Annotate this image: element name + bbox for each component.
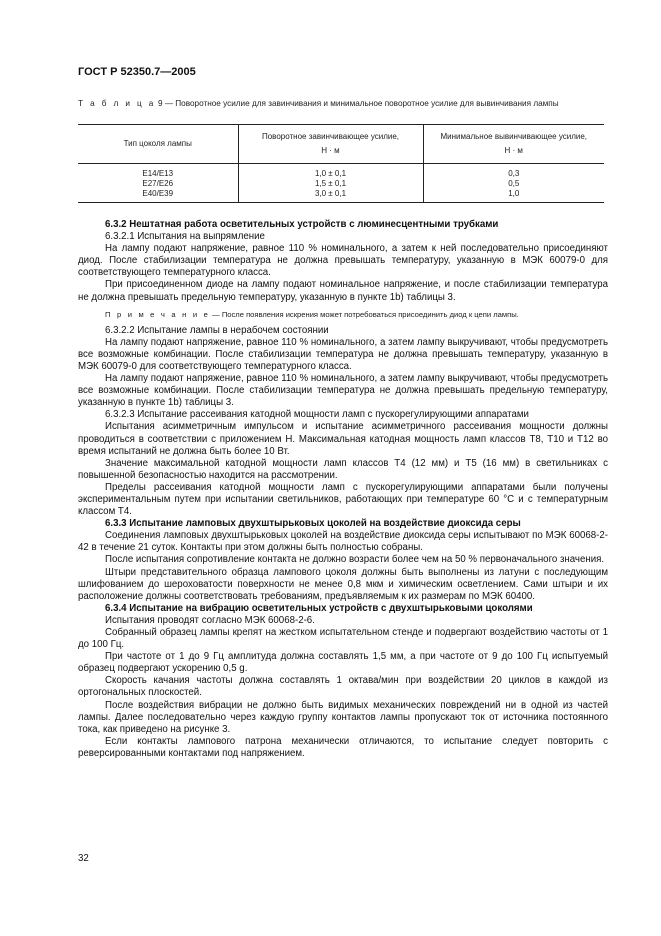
table-caption-number: 9 [157, 99, 163, 108]
paragraph: При присоединенном диоде на лампу подают номинальное напряжение, и после стабилизации температура не должна превышать предельную температуру, указанную в пункте 1b) таблицы 3. [78, 279, 608, 303]
paragraph: Если контакты лампового патрона механически отличаются, то испытание следует повторить с реверсированными контактами под напряжением. [78, 735, 608, 759]
table-caption-text: — Поворотное усилие для завинчивания и минимальное поворотное усилие для вывинчивания лампы [164, 99, 559, 108]
cell-install-torque: 1,0 ± 0,1 1,5 ± 0,1 3,0 ± 0,1 [238, 164, 423, 203]
header-install-torque-label: Поворотное завинчивающее усилие, [261, 132, 400, 141]
table-caption-prefix: Т а б л и ц а [78, 99, 156, 108]
header-cap-type: Тип цоколя лампы [78, 125, 238, 164]
paragraph: Скорость качания частоты должна составлять 1 октава/мин при воздействии 20 циклов в каждой из ортогональных плоскостей. [78, 675, 608, 699]
note [78, 309, 608, 320]
section-6-3-2-1-heading: 6.3.2.1 Испытания на выпрямление [105, 231, 265, 243]
body-text [78, 219, 608, 760]
torque-table [78, 124, 604, 203]
table-caption [78, 98, 608, 109]
paragraph: После воздействия вибрации не должно быть видимых механических повреждений ни в одной из частей лампы. Далее последовательно через каждую группу контактов лампы пропускают ток от источника постоянного тока, как приведено на рисунке 3. [78, 699, 608, 735]
paragraph: Значение максимальной катодной мощности ламп классов Т4 (12 мм) и Т5 (16 мм) в светильниках с повышенной безопасностью находится на рассмотрении. [78, 457, 608, 481]
paragraph: На лампу подают напряжение, равное 110 % номинального, а затем лампу выкручивают, чтобы предусмотреть все возможные комбинации. После стабилизации температура не должна превышать температуру, указанную в МЭК 60079-0 для соответствующего температурного класса. [78, 336, 608, 372]
header-min-torque-unit: Н · м [504, 146, 523, 155]
cell-min-torque: 0,3 0,5 1,0 [423, 164, 604, 203]
header-min-torque-label: Минимальное вывинчивающее усилие, [440, 132, 588, 141]
page-number: 32 [78, 853, 89, 864]
paragraph: После испытания сопротивление контакта не должно возрасти более чем на 50 % первоначального значения. [105, 554, 605, 566]
table-row [78, 164, 604, 203]
paragraph: Соединения ламповых двухштырьковых цоколей на воздействие диоксида серы испытывают по МЭК 60068-2-42 в течение 21 суток. Контакты при этом должны быть полностью собраны. [78, 530, 608, 554]
paragraph: При частоте от 1 до 9 Гц амплитуда должна составлять 1,5 мм, а при частоте от 9 до 100 Гц испытуемый образец подвергают ускорению 0,5 g. [78, 651, 608, 675]
header-install-torque [238, 125, 423, 164]
paragraph: Испытания проводят согласно МЭК 60068-2-6. [105, 614, 315, 626]
section-6-3-2-2-heading: 6.3.2.2 Испытание лампы в нерабочем состоянии [105, 324, 329, 336]
section-6-3-4-heading: 6.3.4 Испытание на вибрацию осветительных устройств с двухштырьковыми цоколями [105, 602, 533, 614]
section-6-3-2-3-heading: 6.3.2.3 Испытание рассеивания катодной мощности ламп с пускорегулирующими аппаратами [105, 409, 529, 421]
paragraph: На лампу подают напряжение, равное 110 % номинального, а затем лампу выкручивают, чтобы предусмотреть все возможные комбинации. После стабилизации температура не должна превышать предельную температуру, указанную в пункте 1b) таблицы 3. [78, 373, 608, 409]
section-6-3-2-heading: 6.3.2 Нештатная работа осветительных устройств с люминесцентными трубками [105, 219, 499, 230]
document-header: ГОСТ Р 52350.7—2005 [78, 66, 196, 78]
header-install-torque-unit: Н · м [321, 146, 340, 155]
table-header-row [78, 125, 604, 164]
note-label: П р и м е ч а н и е [105, 309, 210, 319]
cell-cap-types: E14/E13 E27/E26 E40/E39 [78, 164, 238, 203]
paragraph: На лампу подают напряжение, равное 110 % номинального, а затем к ней последовательно присоединяют диод. После стабилизации температура не должна превышать температуру, указанную в МЭК 60079-0 для соответствующего температурного класса. [78, 243, 608, 279]
section-6-3-3-heading: 6.3.3 Испытание ламповых двухштырьковых цоколей на воздействие диоксида серы [105, 518, 521, 530]
header-min-torque [423, 125, 604, 164]
note-text: — После появления искрения может потребоваться присоединить диод к цепи лампы. [212, 309, 519, 319]
paragraph: Пределы рассеивания катодной мощности ламп с пускорегулирующими аппаратами были получены экспериментальным путем при испытании светильников, работающих при температуре 60 °С и с температурным классом Т4. [78, 481, 608, 518]
paragraph: Испытания асимметричным импульсом и испытание асимметричного рассеивания мощности должны проводиться в соответствии с приложением Н. Максимальная катодная мощность ламп классов Т8, Т10 и Т12 во время испытаний не должна быть более 10 Вт. [78, 421, 608, 457]
paragraph: Собранный образец лампы крепят на жестком испытательном стенде и подвергают воздействию частоты от 1 до 100 Гц. [78, 627, 608, 651]
paragraph: Штыри представительного образца лампового цоколя должны быть выполнены из латуни с последующим шлифованием до шероховатости поверхности не менее 0,8 мкм и химическим осветлением. Сами штыри и их расположение должны соответствовать требованиям, предъявляемым к их размерам по МЭК 60400. [78, 566, 608, 602]
